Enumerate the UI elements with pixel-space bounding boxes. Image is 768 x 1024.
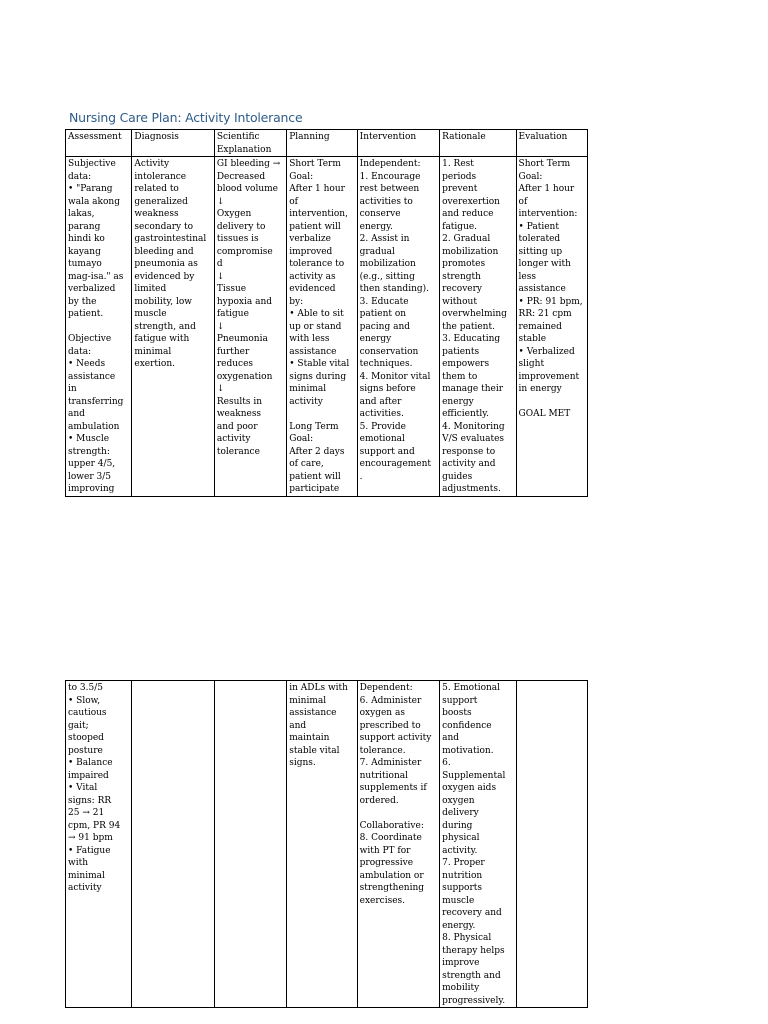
cell-text-line: delivery to	[216, 221, 266, 232]
cell-text-line: techniques.	[359, 359, 413, 369]
cell-text-line: activity	[289, 396, 323, 407]
care-plan-table-page-1	[65, 129, 588, 497]
cell-text-line: muscle	[442, 895, 475, 906]
blank-line	[289, 408, 354, 421]
cell-text-line: • Vital	[68, 783, 98, 793]
cell-text-line: energy	[442, 396, 474, 407]
cell-text-line: • Needs	[68, 359, 106, 369]
cell-text-line: ordered.	[359, 795, 399, 806]
cell-text-line: wala akong	[68, 196, 120, 207]
cell-text-line: 6.	[442, 758, 451, 768]
cell-text-line: further	[216, 346, 250, 357]
cell-text-line: tolerated	[518, 234, 561, 244]
cell-text-line: Tissue	[216, 284, 247, 294]
cell-text-line: Supplemental	[442, 770, 506, 781]
cell-text-line: Collaborative:	[359, 820, 424, 831]
cell-text-line: improving	[68, 484, 115, 494]
cell-text-line: related to	[134, 184, 179, 194]
cell-text-line: by:	[289, 296, 304, 307]
cell-text-line: bleeding and	[134, 246, 194, 257]
cell-text-line: upper 4/5,	[68, 459, 116, 469]
cell-text-line: stable vital	[289, 745, 340, 756]
cell-text-line: sitting up	[518, 246, 563, 257]
cell-text-line: verbalize	[289, 234, 331, 244]
cell-text-line: minimal	[289, 384, 327, 394]
cell-text-line: RR: 21 cpm	[518, 309, 572, 319]
cell-text-line: activity	[216, 434, 251, 444]
cell-text-line: guides	[442, 471, 473, 482]
cell-text-line: conserve	[359, 209, 401, 219]
diagnosis-cell	[132, 681, 214, 1008]
cell-text-line: After 2 days	[289, 446, 345, 457]
cell-text-line: minimal	[289, 695, 327, 706]
cell-text-line: energy.	[442, 920, 476, 931]
cell-text-line: Long Term	[289, 421, 339, 432]
cell-text-line: tolerance	[216, 446, 260, 457]
cell-text-line: parang	[68, 221, 101, 232]
cell-text-line: gastrointestinal	[134, 234, 207, 244]
cell-text-line: periods	[442, 171, 477, 182]
cell-text-line: rest between	[359, 184, 420, 194]
cell-text-line: 5. Emotional	[442, 683, 501, 693]
cell-text-line: patient will	[289, 471, 341, 482]
cell-text-line: Decreased	[216, 171, 266, 182]
cell-text-line: kayang	[68, 246, 101, 257]
cell-text-line: Short Term	[289, 159, 341, 169]
cell-text-line: conservation	[359, 346, 419, 357]
cell-text-line: patient on	[359, 309, 407, 319]
scientific-explanation-cell	[214, 157, 286, 497]
cell-text-line: Pneumonia	[216, 334, 268, 344]
cell-text-line: overexertion	[442, 196, 500, 207]
cell-text-line: minimal	[134, 346, 172, 357]
cell-text-line: tissues is	[216, 234, 259, 244]
cell-text-line: lower 3/5	[68, 471, 111, 482]
cell-text-line: 8. Coordinate	[359, 833, 422, 843]
cell-text-line: strength, and	[134, 321, 196, 332]
cell-text-line: GOAL MET	[518, 409, 571, 419]
cell-text-line: with PT for	[359, 845, 411, 856]
cell-text-line: cautious	[68, 708, 107, 718]
cell-text-line: 6. Administer	[359, 695, 422, 706]
cell-text-line: posture	[68, 745, 103, 756]
care-plan-table-page-2	[65, 680, 588, 1008]
cell-text-line: 2. Gradual	[442, 234, 491, 244]
cell-text-line: adjustments.	[442, 484, 501, 494]
cell-text-line: → 91 bpm	[68, 833, 113, 843]
assessment-cell	[66, 157, 132, 497]
cell-text-line: and	[442, 733, 460, 743]
cell-text-line: ambulation or	[359, 870, 424, 881]
cell-text-line: mag-isa." as	[68, 271, 124, 282]
cell-text-line: signs.	[289, 758, 316, 768]
cell-text-line: pneumonia as	[134, 259, 198, 269]
cell-text-line: supplements if	[359, 783, 427, 793]
header-planning: Planning	[287, 130, 357, 157]
cell-text-line: assistance	[68, 371, 116, 382]
cell-text-line: data:	[68, 171, 92, 182]
cell-text-line: tolerance.	[359, 745, 406, 756]
intervention-cell	[357, 681, 439, 1008]
cell-text-line: gradual	[359, 246, 395, 257]
intervention-cell	[357, 157, 439, 497]
cell-text-line: fatigue.	[442, 221, 478, 232]
cell-text-line: • PR: 91 bpm,	[518, 296, 583, 307]
planning-cell	[287, 681, 357, 1008]
cell-text-line: Goal:	[289, 171, 314, 182]
rationale-cell	[440, 157, 516, 497]
cell-text-line: evidenced by	[134, 271, 195, 282]
cell-text-line: oxygen	[442, 795, 475, 806]
cell-text-line: empowers	[442, 359, 490, 369]
cell-text-line: secondary to	[134, 221, 193, 232]
cell-text-line: (e.g., sitting	[359, 271, 415, 282]
cell-text-line: • Stable vital	[289, 359, 350, 369]
cell-text-line: signs during	[289, 371, 347, 382]
cell-text-line: progressive	[359, 858, 414, 868]
cell-text-line: 3. Educating	[442, 334, 501, 344]
cell-text-line: exertion.	[134, 359, 175, 369]
cell-text-line: mobilization	[359, 259, 416, 269]
cell-text-line: with less	[289, 334, 330, 344]
cell-text-line: mobilization	[442, 246, 499, 257]
cell-text-line: ↓	[216, 196, 225, 207]
cell-text-line: Results in	[216, 396, 263, 407]
cell-text-line: oxygen aids	[442, 783, 497, 793]
cell-text-line: strength:	[68, 446, 110, 457]
cell-text-line: tumayo	[68, 259, 102, 269]
cell-text-line: ambulation	[68, 421, 120, 432]
cell-text-line: evidenced	[289, 284, 336, 294]
cell-text-line: weakness	[134, 209, 179, 219]
cell-text-line: to 3.5/5	[68, 683, 103, 693]
cell-text-line: mobility, low	[134, 296, 192, 307]
cell-text-line: recovery	[442, 284, 482, 294]
cell-text-line: Oxygen	[216, 209, 252, 219]
cell-text-line: and poor	[216, 421, 258, 432]
cell-text-line: confidence	[442, 720, 492, 731]
cell-text-line: support	[442, 695, 478, 706]
cell-text-line: intervention:	[518, 209, 578, 219]
blank-line	[68, 321, 129, 334]
cell-text-line: Goal:	[289, 434, 314, 444]
cell-text-line: intervention,	[289, 209, 348, 219]
cell-text-line: transferring	[68, 396, 124, 407]
cell-text-line: energy.	[359, 221, 393, 232]
cell-text-line: overwhelming	[442, 309, 507, 319]
cell-text-line: strength	[442, 271, 481, 282]
cell-text-line: lakas,	[68, 209, 95, 219]
cell-text-line: activities to	[359, 196, 413, 207]
cell-text-line: in ADLs with	[289, 683, 348, 693]
cell-text-line: nutritional	[359, 770, 408, 781]
cell-text-line: mobility	[442, 983, 480, 993]
cell-text-line: signs: RR	[68, 795, 112, 806]
cell-text-line: Subjective	[68, 159, 116, 169]
page-title: Nursing Care Plan: Activity Intolerance	[69, 110, 303, 125]
cell-text-line: ↓	[216, 384, 225, 394]
cell-text-line: tolerance to	[289, 259, 345, 269]
cell-text-line: in	[68, 384, 77, 394]
cell-text-line: impaired	[68, 770, 109, 781]
cell-text-line: signs before	[359, 384, 416, 394]
cell-text-line: remained	[518, 321, 562, 332]
cell-text-line: 3. Educate	[359, 296, 409, 307]
cell-text-line: blood volume	[216, 184, 278, 194]
cell-text-line: prescribed to	[359, 720, 421, 731]
cell-text-line: patients	[442, 346, 480, 357]
cell-text-line: 25 → 21	[68, 808, 105, 818]
cell-text-line: 5. Provide	[359, 421, 406, 432]
cell-text-line: Dependent:	[359, 683, 413, 693]
cell-text-line: ↓	[216, 321, 225, 332]
cell-text-line: encouragement	[359, 459, 432, 469]
cell-text-line: and	[68, 409, 85, 419]
header-rationale: Rationale	[440, 130, 516, 157]
cell-text-line: Objective	[68, 334, 112, 344]
cell-text-line: patient will	[289, 221, 341, 232]
blank-line	[519, 396, 585, 409]
cell-text-line: • Verbalized	[518, 346, 575, 357]
cell-text-line: strength and	[442, 970, 501, 981]
header-intervention: Intervention	[357, 130, 439, 157]
cell-text-line: verbalized	[68, 284, 116, 294]
cell-text-line: delivery	[442, 808, 479, 818]
cell-text-line: reduces	[216, 359, 254, 369]
cell-text-line: in energy	[518, 384, 562, 394]
cell-text-line: d	[216, 259, 223, 269]
cell-text-line: exercises.	[359, 895, 406, 906]
cell-text-line: improved	[289, 246, 333, 257]
cell-text-line: maintain	[289, 733, 330, 743]
cell-text-line: manage their	[442, 384, 504, 394]
cell-text-line: activities.	[359, 409, 404, 419]
cell-text-line: activity	[68, 883, 102, 893]
cell-text-line: progressively.	[442, 995, 506, 1006]
cell-text-line: muscle	[134, 309, 167, 319]
cell-text-line: • "Parang	[68, 184, 113, 194]
cell-text-line: • Fatigue	[68, 845, 111, 856]
header-evaluation: Evaluation	[516, 130, 587, 157]
cell-text-line: pacing and	[359, 321, 411, 332]
evaluation-cell	[516, 157, 587, 497]
header-scientific-explanation: Scientific Explanation	[214, 130, 286, 157]
cell-text-line: compromise	[216, 246, 273, 257]
cell-text-line: motivation.	[442, 745, 494, 756]
header-diagnosis: Diagnosis	[132, 130, 214, 157]
cell-text-line: and reduce	[442, 209, 494, 219]
cell-text-line: supports	[442, 883, 483, 893]
cell-text-line: of	[518, 196, 528, 207]
cell-text-line: and	[289, 720, 307, 731]
cell-text-line: .	[359, 471, 363, 482]
cell-text-line: • Slow,	[68, 695, 101, 706]
cell-text-line: cpm, PR 94	[68, 820, 121, 831]
cell-text-line: therapy helps	[442, 945, 505, 956]
cell-text-line: stooped	[68, 733, 104, 743]
table-row	[66, 681, 588, 1008]
cell-text-line: 4. Monitor vital	[359, 371, 431, 382]
cell-text-line: physical	[442, 833, 480, 843]
cell-text-line: oxygen as	[359, 708, 405, 718]
cell-text-line: then standing).	[359, 284, 430, 294]
cell-text-line: limited	[134, 284, 167, 294]
cell-text-line: 1. Rest	[442, 159, 474, 169]
cell-text-line: • Balance	[68, 758, 113, 768]
cell-text-line: 4. Monitoring	[442, 421, 505, 432]
cell-text-line: emotional	[359, 434, 405, 444]
planning-cell	[287, 157, 357, 497]
cell-text-line: weakness	[216, 409, 262, 419]
cell-text-line: slight	[518, 359, 545, 369]
cell-text-line: energy	[359, 334, 392, 344]
cell-text-line: hypoxia and	[216, 296, 273, 307]
cell-text-line: without	[442, 296, 477, 307]
cell-text-line: recovery and	[442, 908, 502, 918]
cell-text-line: activity.	[442, 845, 478, 856]
cell-text-line: activity and	[442, 459, 496, 469]
cell-text-line: After 1 hour	[289, 184, 345, 194]
cell-text-line: • Muscle	[68, 434, 110, 444]
cell-text-line: response to	[442, 446, 496, 457]
cell-text-line: with	[68, 858, 88, 868]
cell-text-line: less	[518, 271, 536, 282]
evaluation-cell	[516, 681, 587, 1008]
cell-text-line: prevent	[442, 184, 478, 194]
cell-text-line: After 1 hour	[518, 184, 575, 194]
cell-text-line: gait;	[68, 720, 89, 731]
cell-text-line: during	[442, 820, 473, 831]
cell-text-line: ↓	[216, 271, 225, 282]
cell-text-line: fatigue	[216, 309, 249, 319]
cell-text-line: generalized	[134, 196, 188, 207]
cell-text-line: • Able to sit	[289, 309, 344, 319]
cell-text-line: up or stand	[289, 321, 342, 332]
cell-text-line: • Patient	[518, 221, 559, 232]
cell-text-line: 7. Administer	[359, 758, 422, 768]
cell-text-line: the patient.	[442, 321, 495, 332]
cell-text-line: intolerance	[134, 171, 187, 182]
cell-text-line: V/S evaluates	[442, 434, 505, 444]
cell-text-line: oxygenation	[216, 371, 273, 382]
cell-text-line: participate	[289, 484, 340, 494]
cell-text-line: support activity	[359, 733, 432, 743]
cell-text-line: hindi ko	[68, 234, 105, 244]
cell-text-line: 2. Assist in	[359, 234, 410, 244]
cell-text-line: GI bleeding →	[216, 159, 281, 169]
cell-text-line: 1. Encourage	[359, 171, 421, 182]
rationale-cell	[440, 681, 516, 1008]
cell-text-line: minimal	[68, 870, 105, 881]
cell-text-line: data:	[68, 346, 92, 357]
cell-text-line: Goal:	[518, 171, 543, 182]
cell-text-line: patient.	[68, 309, 104, 319]
cell-text-line: support and	[359, 446, 415, 457]
cell-text-line: promotes	[442, 259, 486, 269]
header-row	[66, 130, 588, 157]
table-row	[66, 157, 588, 497]
cell-text-line: strengthening	[359, 883, 425, 893]
blank-line	[360, 807, 437, 820]
cell-text-line: of	[289, 196, 298, 207]
cell-text-line: improve	[442, 958, 480, 968]
assessment-cell	[66, 681, 132, 1008]
cell-text-line: 8. Physical	[442, 933, 492, 943]
cell-text-line: stable	[518, 334, 547, 344]
cell-text-line: boosts	[442, 708, 472, 718]
cell-text-line: assistance	[289, 708, 337, 718]
cell-text-line: of care,	[289, 459, 324, 469]
cell-text-line: 7. Proper	[442, 858, 485, 868]
cell-text-line: activity as	[289, 271, 336, 282]
cell-text-line: assistance	[518, 284, 566, 294]
cell-text-line: efficiently.	[442, 409, 489, 419]
cell-text-line: Independent:	[359, 159, 421, 169]
diagnosis-cell	[132, 157, 214, 497]
cell-text-line: longer with	[518, 259, 571, 269]
scientific-explanation-cell	[214, 681, 286, 1008]
cell-text-line: and after	[359, 396, 402, 407]
cell-text-line: improvement	[518, 371, 580, 382]
cell-text-line: Activity	[134, 159, 170, 169]
header-assessment: Assessment	[66, 130, 132, 157]
cell-text-line: them to	[442, 371, 478, 382]
cell-text-line: nutrition	[442, 870, 483, 881]
cell-text-line: fatigue with	[134, 334, 190, 344]
cell-text-line: assistance	[289, 346, 337, 357]
cell-text-line: by the	[68, 296, 97, 307]
cell-text-line: Short Term	[518, 159, 571, 169]
